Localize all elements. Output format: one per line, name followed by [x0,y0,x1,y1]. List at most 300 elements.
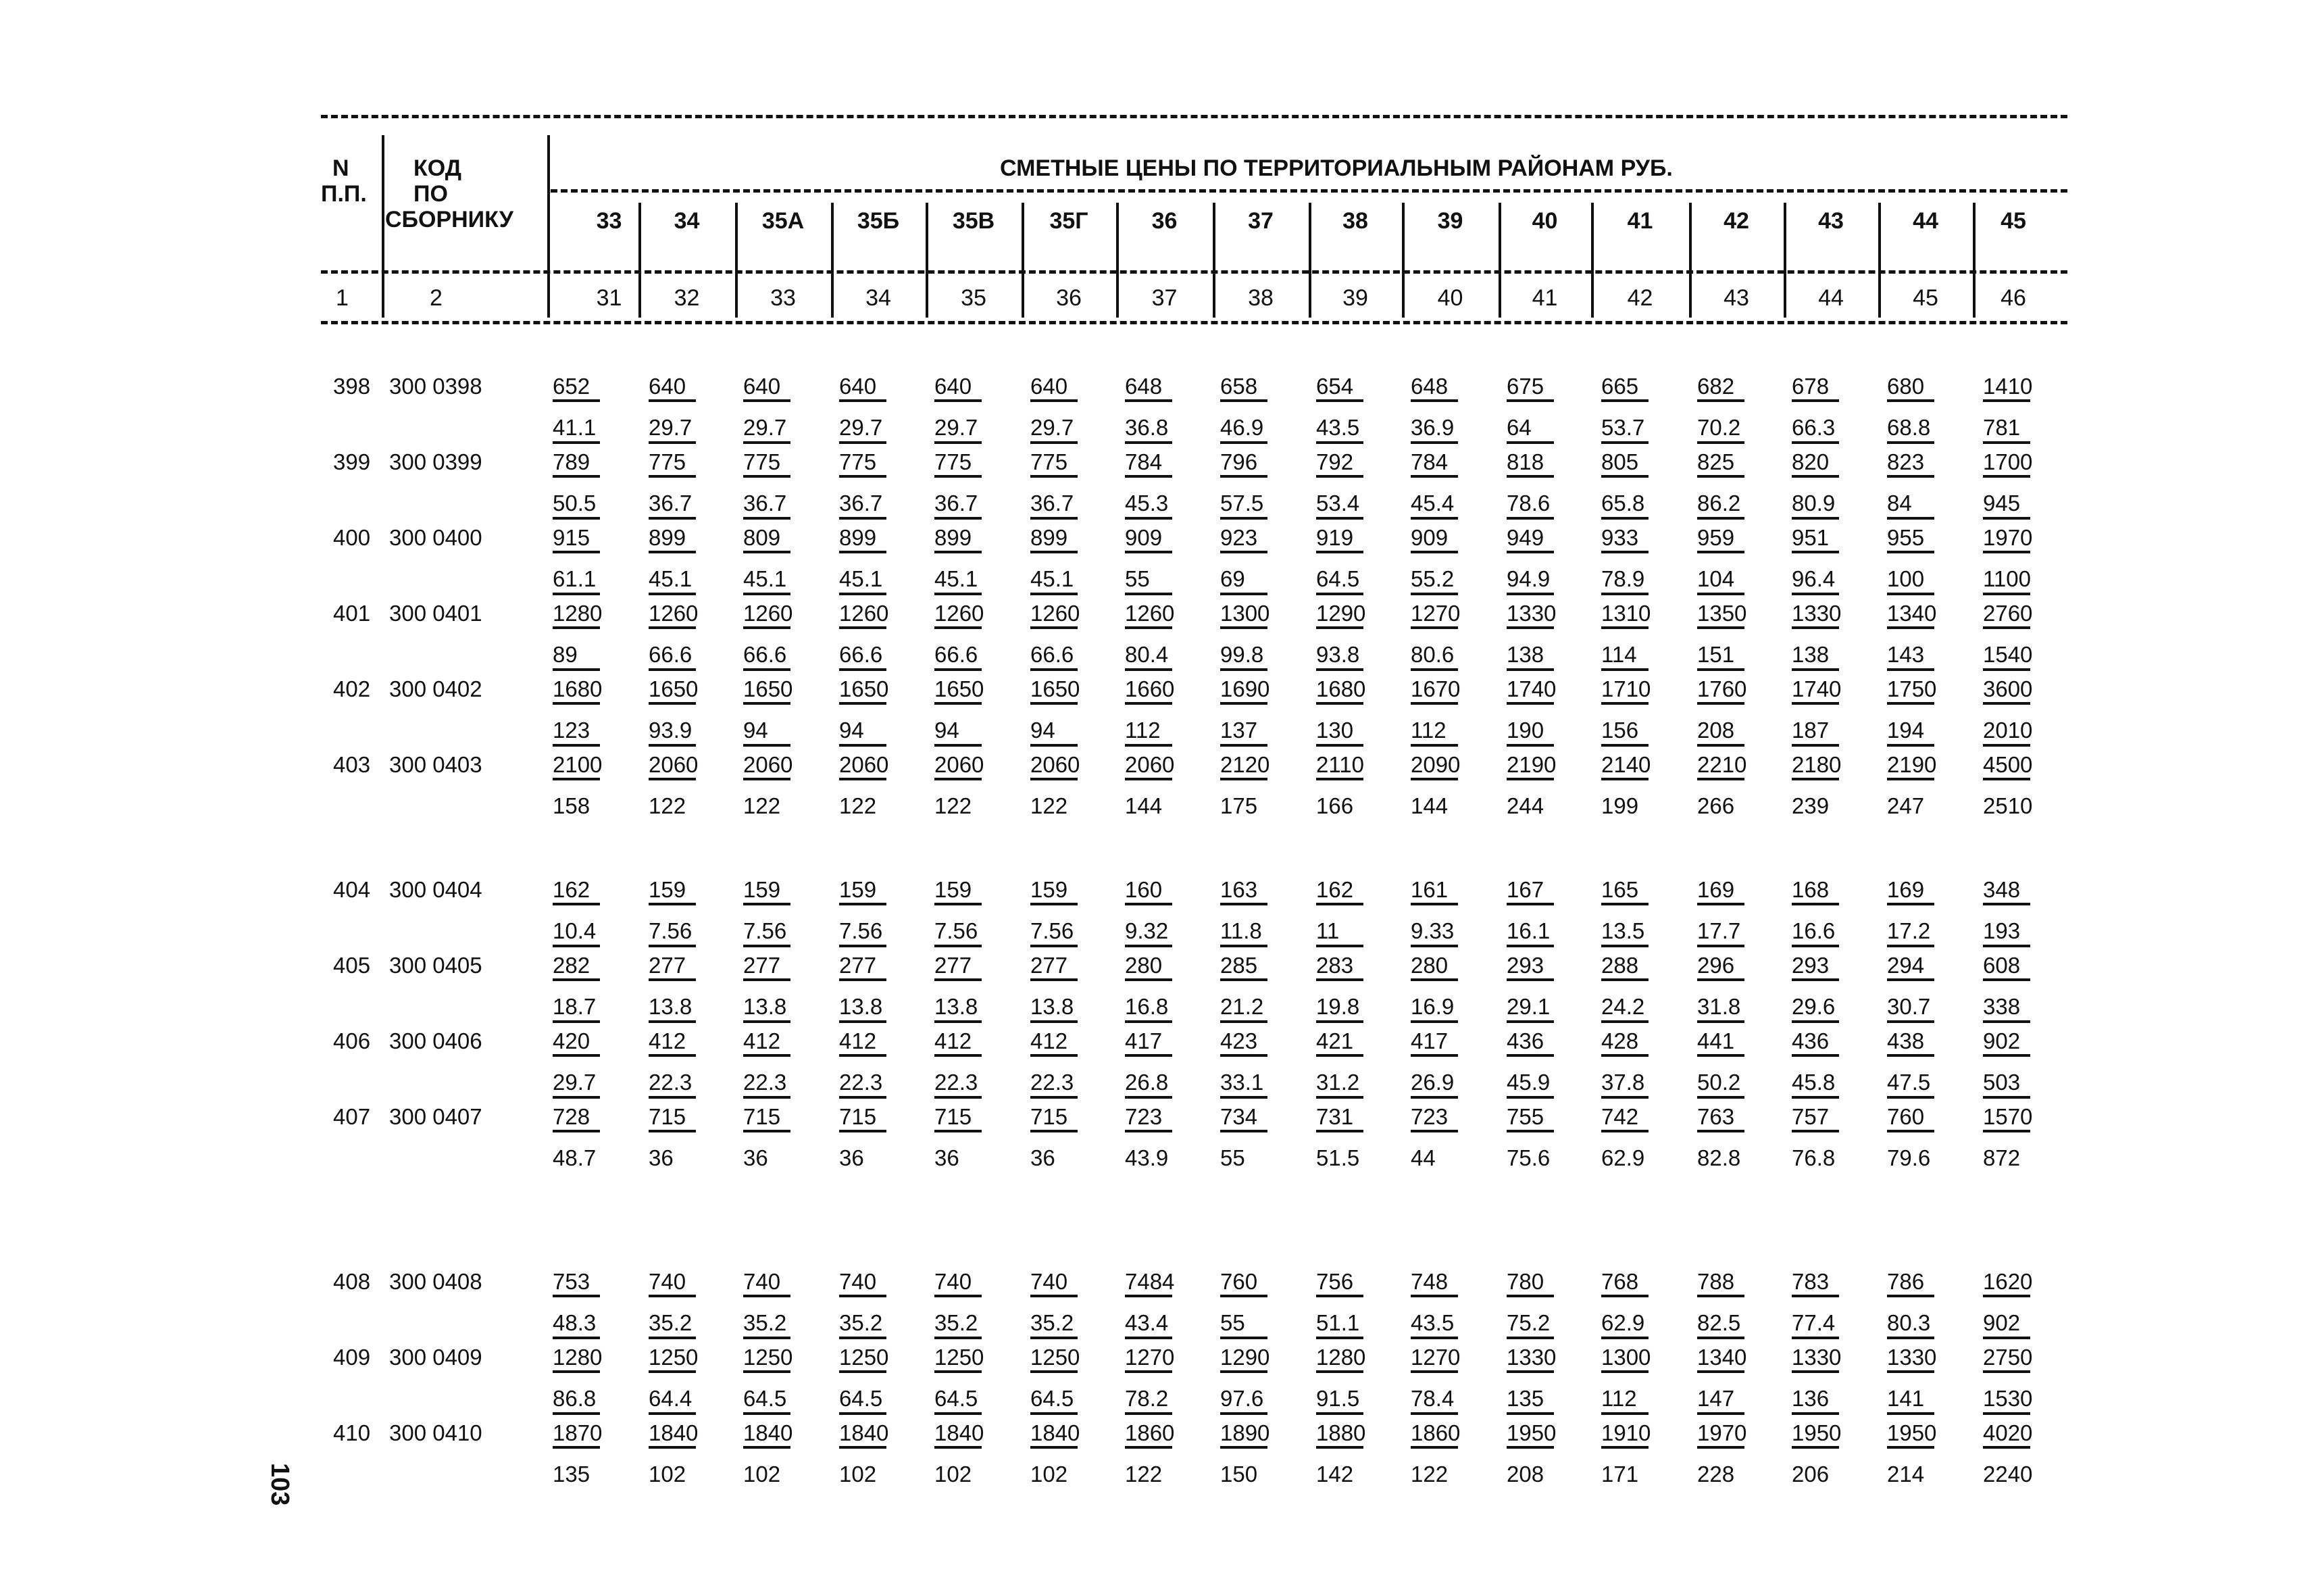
fraction-bar [934,441,982,444]
fraction-bar [1792,903,1839,905]
price-value-secondary: 29.7 [839,415,883,440]
price-value: 740 [839,1269,877,1294]
price-value-secondary: 33.1 [1220,1070,1264,1095]
fraction-bar [1697,702,1744,705]
row-code: 300 0400 [389,525,482,550]
fraction-bar [1601,593,1649,595]
fraction-bar [553,399,600,402]
fraction-bar [1887,441,1934,444]
price-value-secondary: 97.6 [1220,1386,1264,1411]
price-value-secondary: 19.8 [1316,994,1360,1019]
fraction-bar [1220,1295,1267,1297]
fraction-bar [1601,903,1649,905]
price-value: 1660 [1125,676,1175,701]
price-value-secondary: 44 [1411,1145,1436,1170]
fraction-bar [1792,517,1839,520]
price-value-secondary: 13.5 [1601,918,1645,943]
price-value-secondary: 122 [649,793,686,818]
price-value: 1840 [934,1420,984,1445]
fraction-bar [1601,1295,1649,1297]
kod-label: КОД [413,155,461,181]
price-value: 2120 [1220,752,1270,777]
fraction-bar [1316,517,1363,520]
fraction-bar [1983,1096,2030,1099]
price-value: 728 [553,1104,590,1129]
price-value-secondary: 16.8 [1125,994,1169,1019]
price-value: 1840 [743,1420,793,1445]
region-label-38: 38 [1342,208,1368,234]
price-value-secondary: 46.9 [1220,415,1264,440]
fraction-bar [553,1096,600,1099]
row-number: 407 [333,1104,371,1129]
fraction-bar [1601,778,1649,780]
fraction-bar [1411,1020,1458,1023]
price-value: 1970 [1983,525,2033,550]
fraction-bar [1316,978,1363,981]
price-value-secondary: 94 [743,718,768,743]
fraction-bar [839,903,886,905]
price-value: 167 [1507,877,1544,902]
price-value-secondary: 48.3 [553,1310,597,1335]
price-value-secondary: 36 [839,1145,864,1170]
price-value-secondary: 143 [1887,642,1925,667]
price-value: 2060 [743,752,793,777]
price-value: 1270 [1411,601,1461,626]
price-value: 1950 [1887,1420,1937,1445]
price-value: 1300 [1220,601,1270,626]
price-value-secondary: 66.6 [649,642,693,667]
fraction-bar [1507,702,1554,705]
price-value-secondary: 102 [649,1462,686,1487]
price-value: 4500 [1983,752,2033,777]
fraction-bar [1411,744,1458,747]
fraction-bar [649,1020,696,1023]
fraction-bar [839,702,886,705]
price-value: 1270 [1125,1345,1175,1370]
fraction-bar [1411,1096,1458,1099]
fraction-bar [1792,1096,1839,1099]
price-value-secondary: 29.7 [649,415,693,440]
fraction-bar [1507,399,1554,402]
price-value: 648 [1411,374,1449,399]
fraction-bar [1507,1337,1554,1339]
price-value: 1260 [649,601,699,626]
fraction-bar [1030,1446,1078,1449]
fraction-bar [1507,626,1554,629]
price-value: 1860 [1411,1420,1461,1445]
price-value-secondary: 78.2 [1125,1386,1169,1411]
price-value: 2180 [1792,752,1842,777]
price-value: 436 [1507,1028,1544,1053]
fraction-bar [839,475,886,478]
region-divider [1402,203,1405,318]
price-value-secondary: 102 [839,1462,877,1487]
price-value: 1280 [553,601,603,626]
price-value: 608 [1983,953,2021,978]
price-value: 742 [1601,1104,1639,1129]
fraction-bar [934,1446,982,1449]
price-value-secondary: 84 [1887,491,1912,516]
fraction-bar [1125,1054,1172,1057]
fraction-bar [743,1370,790,1373]
price-value-secondary: 7.56 [743,918,787,943]
price-value-secondary: 86.8 [553,1386,597,1411]
price-value: 756 [1316,1269,1354,1294]
price-value-secondary: 104 [1697,566,1735,591]
price-value-secondary: 94 [839,718,864,743]
price-value-secondary: 872 [1983,1145,2021,1170]
fraction-bar [1697,1337,1744,1339]
price-value-secondary: 35.2 [649,1310,693,1335]
price-value-secondary: 50.2 [1697,1070,1741,1095]
price-value-secondary: 36 [1030,1145,1055,1170]
price-value: 282 [553,953,590,978]
price-value-secondary: 137 [1220,718,1258,743]
price-value-secondary: 29.7 [743,415,787,440]
price-value: 796 [1220,449,1258,474]
price-value: 1620 [1983,1269,2033,1294]
price-value: 1690 [1220,676,1270,701]
fraction-bar [743,441,790,444]
price-value-secondary: 80.4 [1125,642,1169,667]
fraction-bar [1411,1054,1458,1057]
price-value-secondary: 36.8 [1125,415,1169,440]
price-value-secondary: 206 [1792,1462,1830,1487]
price-value: 955 [1887,525,1925,550]
price-value-secondary: 62.9 [1601,1310,1645,1335]
header-divider-1 [382,135,384,318]
fraction-bar [743,1054,790,1057]
fraction-bar [553,702,600,705]
fraction-bar [649,441,696,444]
fraction-bar [839,1412,886,1415]
fraction-bar [553,1412,600,1415]
fraction-bar [1316,1020,1363,1023]
price-value-secondary: 122 [743,793,781,818]
fraction-bar [839,1337,886,1339]
price-value: 2060 [649,752,699,777]
row-code: 300 0405 [389,953,482,978]
fraction-bar [1125,778,1172,780]
price-value-secondary: 135 [553,1462,590,1487]
fraction-bar [1220,1446,1267,1449]
price-value: 909 [1125,525,1163,550]
price-value: 818 [1507,449,1544,474]
price-value: 4020 [1983,1420,2033,1445]
price-value: 1950 [1507,1420,1557,1445]
fraction-bar [1316,441,1363,444]
price-value: 428 [1601,1028,1639,1053]
price-value-secondary: 45.3 [1125,491,1169,516]
fraction-bar [1601,475,1649,478]
fraction-bar [1507,1096,1554,1099]
region-label-41: 41 [1627,208,1653,234]
fraction-bar [1507,517,1554,520]
fraction-bar [1601,668,1649,671]
price-value: 805 [1601,449,1639,474]
region-divider [1309,203,1311,318]
price-value: 1260 [1125,601,1175,626]
fraction-bar [1983,978,2030,981]
price-value-secondary: 64.5 [934,1386,978,1411]
price-value-secondary: 24.2 [1601,994,1645,1019]
price-value-secondary: 35.2 [839,1310,883,1335]
fraction-bar [934,593,982,595]
fraction-bar [1887,702,1934,705]
price-value-secondary: 144 [1411,793,1449,818]
fraction-bar [934,744,982,747]
price-value-secondary: 41.1 [553,415,597,440]
price-value-secondary: 43.5 [1316,415,1360,440]
fraction-bar [1697,744,1744,747]
price-value: 1870 [553,1420,603,1445]
fraction-bar [1983,475,2030,478]
fraction-bar [1316,1130,1363,1132]
price-value: 899 [934,525,972,550]
price-value: 648 [1125,374,1163,399]
price-value-secondary: 156 [1601,718,1639,743]
fraction-bar [1507,668,1554,671]
price-value: 823 [1887,449,1925,474]
fraction-bar [743,593,790,595]
price-value-secondary: 66.6 [743,642,787,667]
fraction-bar [1697,1446,1744,1449]
price-value: 169 [1887,877,1925,902]
price-value-secondary: 112 [1411,718,1447,743]
fraction-bar [839,1054,886,1057]
price-value: 899 [839,525,877,550]
fraction-bar [1983,1370,2030,1373]
region-divider [1878,203,1881,318]
fraction-bar [649,778,696,780]
price-value-secondary: 47.5 [1887,1070,1931,1095]
fraction-bar [1983,903,2030,905]
fraction-bar [1220,475,1267,478]
fraction-bar [1411,441,1458,444]
fraction-bar [1792,1020,1839,1023]
fraction-bar [1316,1337,1363,1339]
price-value: 1330 [1507,1345,1557,1370]
fraction-bar [1030,1054,1078,1057]
price-value-secondary: 45.1 [649,566,693,591]
price-value: 1740 [1507,676,1557,701]
price-value: 1310 [1601,601,1651,626]
price-value-secondary: 35.2 [1030,1310,1074,1335]
price-value-secondary: 239 [1792,793,1830,818]
price-value-secondary: 35.2 [934,1310,978,1335]
fraction-bar [1601,744,1649,747]
fraction-bar [1125,551,1172,553]
fraction-bar [1887,1054,1934,1057]
fraction-bar [1220,702,1267,705]
price-value-secondary: 138 [1507,642,1544,667]
price-value: 412 [649,1028,686,1053]
price-value: 675 [1507,374,1544,399]
fraction-bar [1697,399,1744,402]
price-value: 277 [1030,953,1068,978]
fraction-bar [839,1130,886,1132]
row-number: 400 [333,525,371,550]
price-value-secondary: 26.9 [1411,1070,1455,1095]
fraction-bar [934,978,982,981]
price-value-secondary: 93.8 [1316,642,1360,667]
fraction-bar [553,551,600,553]
fraction-bar [553,744,600,747]
fraction-bar [1792,744,1839,747]
col-number: 41 [1532,285,1558,311]
price-value: 784 [1411,449,1449,474]
fraction-bar [839,1020,886,1023]
fraction-bar [1316,399,1363,402]
fraction-bar [1316,1412,1363,1415]
region-divider [1213,203,1215,318]
price-value-secondary: 16.6 [1792,918,1836,943]
price-value: 723 [1411,1104,1449,1129]
price-value-secondary: 51.5 [1316,1145,1360,1170]
price-value: 788 [1697,1269,1735,1294]
price-value-secondary: 99.8 [1220,642,1264,667]
price-value-secondary: 13.8 [934,994,978,1019]
price-value-secondary: 43.5 [1411,1310,1455,1335]
price-value: 2750 [1983,1345,2033,1370]
price-value-secondary: 75.6 [1507,1145,1551,1170]
row-code: 300 0401 [389,601,482,626]
fraction-bar [1125,978,1172,981]
fraction-bar [1030,626,1078,629]
price-value: 280 [1411,953,1449,978]
col-number: 35 [961,285,986,311]
price-value: 792 [1316,449,1354,474]
fraction-bar [1887,1412,1934,1415]
price-value-secondary: 122 [1030,793,1068,818]
price-value: 1750 [1887,676,1937,701]
fraction-bar [1983,1337,2030,1339]
price-value: 1330 [1507,601,1557,626]
price-value: 1570 [1983,1104,2033,1129]
price-value-secondary: 48.7 [553,1145,597,1170]
fraction-bar [1983,626,2030,629]
fraction-bar [649,517,696,520]
fraction-bar [743,903,790,905]
fraction-bar [1411,668,1458,671]
fraction-bar [553,517,600,520]
fraction-bar [1507,1370,1554,1373]
price-value: 296 [1697,953,1735,978]
price-value-secondary: 9.33 [1411,918,1455,943]
price-value-secondary: 64.5 [1030,1386,1074,1411]
region-divider [926,203,928,318]
price-value-secondary: 112 [1125,718,1161,743]
fraction-bar [1220,778,1267,780]
fraction-bar [934,399,982,402]
price-value-secondary: 190 [1507,718,1544,743]
fraction-bar [1411,978,1458,981]
fraction-bar [1125,626,1172,629]
price-value: 1330 [1792,1345,1842,1370]
fraction-bar [743,1412,790,1415]
price-value-secondary: 45.1 [743,566,787,591]
fraction-bar [1030,978,1078,981]
price-value-secondary: 100 [1887,566,1925,591]
fraction-bar [743,517,790,520]
fraction-bar [1220,945,1267,947]
price-value: 1250 [649,1345,699,1370]
price-value-secondary: 136 [1792,1386,1830,1411]
fraction-bar [1983,1054,2030,1057]
price-value: 899 [649,525,686,550]
price-value-secondary: 29.7 [934,415,978,440]
price-value-secondary: 29.6 [1792,994,1836,1019]
fraction-bar [1887,945,1934,947]
price-value-secondary: 194 [1887,718,1925,743]
fraction-bar [1792,441,1839,444]
price-value: 280 [1125,953,1163,978]
fraction-bar [649,903,696,905]
region-divider [1784,203,1786,318]
fraction-bar [1125,1446,1172,1449]
price-value: 748 [1411,1269,1449,1294]
price-value-secondary: 36 [743,1145,768,1170]
fraction-bar [1316,668,1363,671]
fraction-bar [649,551,696,553]
fraction-bar [1411,517,1458,520]
fraction-bar [1983,517,2030,520]
fraction-bar [743,668,790,671]
fraction-bar [934,1020,982,1023]
fraction-bar [553,903,600,905]
price-value-secondary: 45.1 [1030,566,1074,591]
fraction-bar [1697,441,1744,444]
price-value: 159 [839,877,877,902]
price-value-secondary: 13.8 [1030,994,1074,1019]
price-value: 902 [1983,1028,2021,1053]
fraction-bar [1125,1370,1172,1373]
fraction-bar [1220,668,1267,671]
price-value: 1890 [1220,1420,1270,1445]
region-label-40: 40 [1532,208,1558,234]
fraction-bar [1411,551,1458,553]
fraction-bar [1983,668,2030,671]
fraction-bar [1792,1446,1839,1449]
fraction-bar [1030,399,1078,402]
price-value: 2140 [1601,752,1651,777]
price-value-secondary: 29.1 [1507,994,1551,1019]
fraction-bar [1983,778,2030,780]
row-number: 410 [333,1420,371,1445]
price-value-secondary: 55 [1220,1145,1245,1170]
price-value-secondary: 781 [1983,415,2021,440]
fraction-bar [1601,1130,1649,1132]
fraction-bar [934,1370,982,1373]
price-value: 1840 [649,1420,699,1445]
price-value: 757 [1792,1104,1830,1129]
price-value-secondary: 22.3 [1030,1070,1074,1095]
price-value-secondary: 80.3 [1887,1310,1931,1335]
price-value: 168 [1792,877,1830,902]
header-bottom-rule [321,321,2067,324]
fraction-bar [1125,1130,1172,1132]
fraction-bar [1411,1446,1458,1449]
fraction-bar [1030,1370,1078,1373]
col-number: 32 [674,285,700,311]
fraction-bar [743,626,790,629]
price-value: 760 [1887,1104,1925,1129]
price-value: 1950 [1792,1420,1842,1445]
region-label-35Б: 35Б [857,208,900,234]
price-value-secondary: 7.56 [839,918,883,943]
price-value-secondary: 13.8 [743,994,787,1019]
price-value: 277 [934,953,972,978]
